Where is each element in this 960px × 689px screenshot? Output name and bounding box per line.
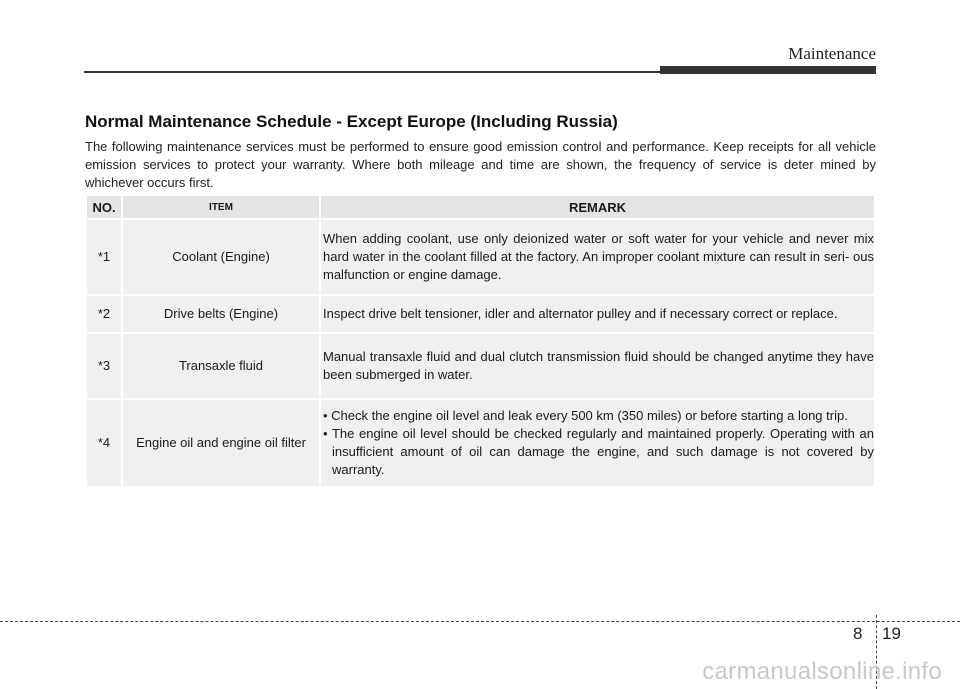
row-item: Drive belts (Engine) <box>123 294 319 332</box>
table-header-row <box>87 196 874 218</box>
header-rule-accent <box>660 66 876 74</box>
row-no: *4 <box>87 398 121 486</box>
section-title: Normal Maintenance Schedule - Except Europe (Including Russia) <box>85 112 618 131</box>
row-remark: Manual transaxle fluid and dual clutch transmission fluid should be changed anytime they have been submerged in water. <box>321 332 874 398</box>
row-remark: When adding coolant, use only deionized water or soft water for your vehicle and never mix hard water in the coolant filled at the factory. An improper coolant mixture can result in seri- ous malfunction or engine damage. <box>321 218 874 294</box>
table-row <box>87 398 874 486</box>
row-no: *1 <box>87 218 121 294</box>
maintenance-schedule-table <box>85 196 876 486</box>
column-header-item: ITEM <box>123 196 319 218</box>
row-no: *2 <box>87 294 121 332</box>
page-number: 19 <box>882 624 901 643</box>
row-item: Engine oil and engine oil filter <box>123 398 319 486</box>
intro-paragraph: The following maintenance services must be performed to ensure good emission control and performance. Keep receipts for all vehicle emission services to protect your warranty. Where both mileage and time are shown, the frequency of service is deter mined by whichever occurs first. <box>85 139 876 190</box>
column-header-remark: REMARK <box>321 196 874 218</box>
header-rule <box>84 71 660 73</box>
column-header-no: NO. <box>87 196 121 218</box>
row-item: Coolant (Engine) <box>123 218 319 294</box>
footer-rule <box>0 621 960 622</box>
remark-bullet: • The engine oil level should be checked regularly and maintained properly. Operating with an insufficient amount of oil can damage the engine, and such damage is not covered by warranty. <box>323 426 874 477</box>
row-remark <box>321 398 874 486</box>
remark-bullet: • Check the engine oil level and leak every 500 km (350 miles) or before starting a long trip. <box>323 408 848 423</box>
table-row <box>87 332 874 398</box>
table-row <box>87 294 874 332</box>
table-row <box>87 218 874 294</box>
watermark: carmanualsonline.info <box>702 658 942 685</box>
chapter-number: 8 <box>853 624 863 643</box>
row-remark: Inspect drive belt tensioner, idler and alternator pulley and if necessary correct or replace. <box>321 294 874 332</box>
row-no: *3 <box>87 332 121 398</box>
row-item: Transaxle fluid <box>123 332 319 398</box>
header-title: Maintenance <box>788 44 876 63</box>
